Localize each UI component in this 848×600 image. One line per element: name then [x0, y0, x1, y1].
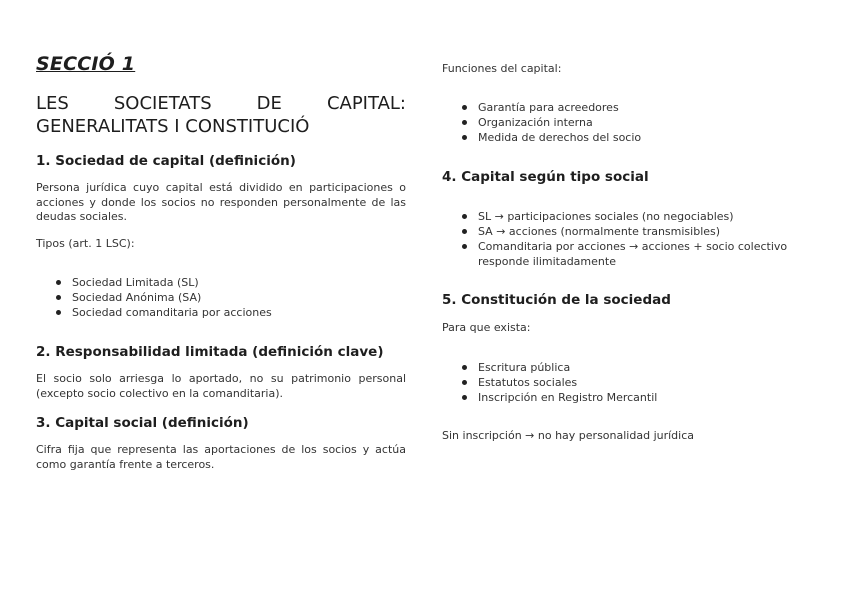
- list-item: SA → acciones (normalmente transmisibles): [442, 224, 814, 239]
- list-item: Garantía para acreedores: [442, 100, 814, 115]
- types-list: [36, 275, 406, 320]
- section-4-heading: 4. Capital según tipo social: [442, 169, 649, 185]
- section-1-paragraph: Persona jurídica cuyo capital está dividido en participaciones o acciones y donde los socios no responden personalmente de las deudas sociales.: [36, 181, 406, 223]
- list-item: Inscripción en Registro Mercantil: [442, 390, 814, 405]
- main-title: [36, 92, 406, 138]
- title-word: LES: [36, 93, 69, 114]
- capital-types-list: [442, 209, 814, 269]
- section-2-paragraph: El socio solo arriesga lo aportado, no su patrimonio personal (excepto socio colectivo en la comanditaria).: [36, 372, 406, 400]
- title-line-2: GENERALITATS I CONSTITUCIÓ: [36, 116, 310, 137]
- section-1-heading: 1. Sociedad de capital (definición): [36, 153, 296, 169]
- constitution-list: [442, 360, 814, 405]
- list-item: Estatutos sociales: [442, 375, 814, 390]
- section-label: SECCIÓ 1: [36, 53, 136, 75]
- list-item: Escritura pública: [442, 360, 814, 375]
- types-label: Tipos (art. 1 LSC):: [36, 237, 135, 250]
- list-item: Sociedad Anónima (SA): [36, 290, 406, 305]
- list-item: Organización interna: [442, 115, 814, 130]
- section-2-heading: 2. Responsabilidad limitada (definición clave): [36, 344, 384, 360]
- list-item: Comanditaria por acciones → acciones + socio colectivo responde ilimitadamente: [442, 239, 814, 269]
- title-word: CAPITAL:: [326, 93, 406, 114]
- list-item: SL → participaciones sociales (no negociables): [442, 209, 814, 224]
- title-word: SOCIETATS: [113, 93, 212, 114]
- title-word: DE: [256, 93, 282, 114]
- capital-functions-list: [442, 100, 814, 145]
- list-item: Sociedad Limitada (SL): [36, 275, 406, 290]
- title-line-1: [36, 92, 406, 115]
- list-item: Sociedad comanditaria por acciones: [36, 305, 406, 320]
- section-3-heading: 3. Capital social (definición): [36, 415, 249, 431]
- section-5-conclusion: Sin inscripción → no hay personalidad jurídica: [442, 429, 695, 442]
- section-3-paragraph: Cifra fija que representa las aportaciones de los socios y actúa como garantía frente a terceros.: [36, 443, 406, 471]
- list-item: Medida de derechos del socio: [442, 130, 814, 145]
- capital-functions-label: Funciones del capital:: [442, 62, 562, 75]
- section-5-heading: 5. Constitución de la sociedad: [442, 292, 671, 308]
- section-5-intro: Para que exista:: [442, 321, 531, 334]
